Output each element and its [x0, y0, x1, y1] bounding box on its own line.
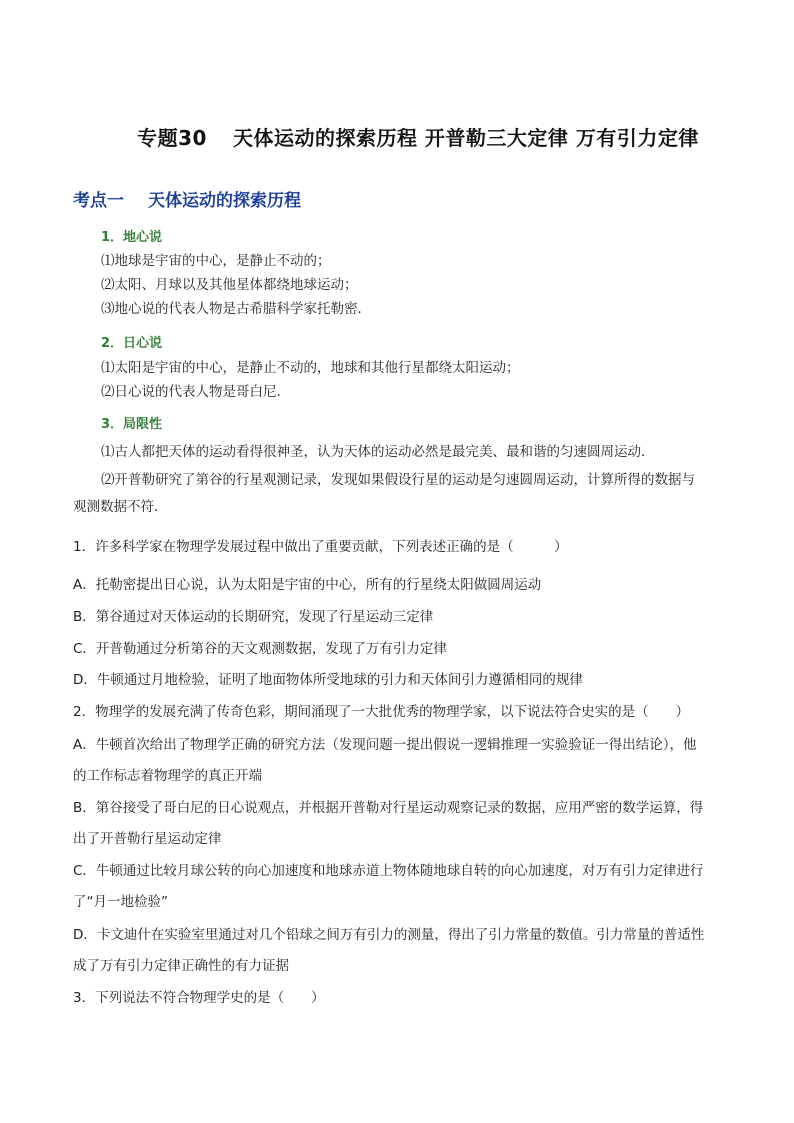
question-2-option-b: B．第谷接受了哥白尼的日心说观点，并根据开普勒对行星运动观察记录的数据，应用严密的数学运算，得 — [73, 800, 704, 816]
question-2-option-a: A．牛顿首次给出了物理学正确的研究方法（发现问题一提出假说一逻辑推理一实验验证一得出结论），他 — [73, 737, 697, 753]
question-3: 3．下列说法不符合物理学史的是（ ） — [73, 990, 325, 1006]
section-text: 天体运动的探索历程 — [148, 191, 301, 211]
note-line: ⑵开普勒研究了第谷的行星观测记录，发现如果假设行星的运动是匀速圆周运动，计算所得的数据与 — [101, 472, 695, 488]
note-line: 观测数据不符． — [73, 499, 168, 515]
question-1-option-a: A．托勒密提出日心说，认为太阳是宇宙的中心，所有的行星绕太阳做圆周运动 — [73, 577, 542, 593]
question-2-option-c: C．牛顿通过比较月球公转的向心加速度和地球赤道上物体随地球自转的向心加速度，对万有引力定律进行 — [73, 863, 704, 879]
question-2-option-a-cont: 的工作标志着物理学的真正开端 — [73, 768, 262, 784]
subheading-heliocentric: 2．日心说 — [101, 336, 163, 351]
question-2-option-d: D．卡文迪什在实验室里通过对几个铅球之间万有引力的测量，得出了引力常量的数值。引力常量的普适性 — [73, 927, 705, 943]
question-1: 1．许多科学家在物理学发展过程中做出了重要贡献，下列表述正确的是（ ） — [73, 539, 568, 555]
question-2: 2．物理学的发展充满了传奇色彩，期间涌现了一大批优秀的物理学家，以下说法符合史实的是（ ） — [73, 704, 690, 720]
section-label: 考点一 — [73, 191, 124, 211]
note-line: ⑵日心说的代表人物是哥白尼． — [101, 384, 290, 400]
question-1-option-c: C．开普勒通过分析第谷的天文观测数据，发现了万有引力定律 — [73, 641, 447, 657]
note-line: ⑴古人都把天体的运动看得很神圣，认为天体的运动必然是最完美、最和谐的匀速圆周运动． — [101, 444, 655, 460]
section-heading — [73, 186, 301, 211]
question-1-option-d: D．牛顿通过月地检验，证明了地面物体所受地球的引力和天体间引力遵循相同的规律 — [73, 672, 583, 688]
question-2-option-d-cont: 成了万有引力定律正确性的有力证据 — [73, 958, 289, 974]
subheading-geocentric: 1．地心说 — [101, 230, 163, 245]
question-2-option-b-cont: 出了开普勒行星运动定律 — [73, 831, 222, 847]
note-line: ⑴太阳是宇宙的中心，是静止不动的，地球和其他行星都绕太阳运动； — [101, 360, 520, 376]
page-title — [0, 122, 794, 151]
subheading-limitations: 3．局限性 — [101, 417, 163, 432]
question-2-option-c-cont: 了“月一地检验” — [73, 894, 168, 910]
title-text: 天体运动的探索历程 开普勒三大定律 万有引力定律 — [232, 126, 699, 150]
question-1-option-b: B．第谷通过对天体运动的长期研究，发现了行星运动三定律 — [73, 609, 434, 625]
note-line: ⑵太阳、月球以及其他星体都绕地球运动； — [101, 277, 358, 293]
note-line: ⑴地球是宇宙的中心，是静止不动的； — [101, 253, 331, 269]
title-prefix: 专题30 — [137, 126, 207, 150]
note-line: ⑶地心说的代表人物是古希腊科学家托勒密． — [101, 301, 371, 317]
